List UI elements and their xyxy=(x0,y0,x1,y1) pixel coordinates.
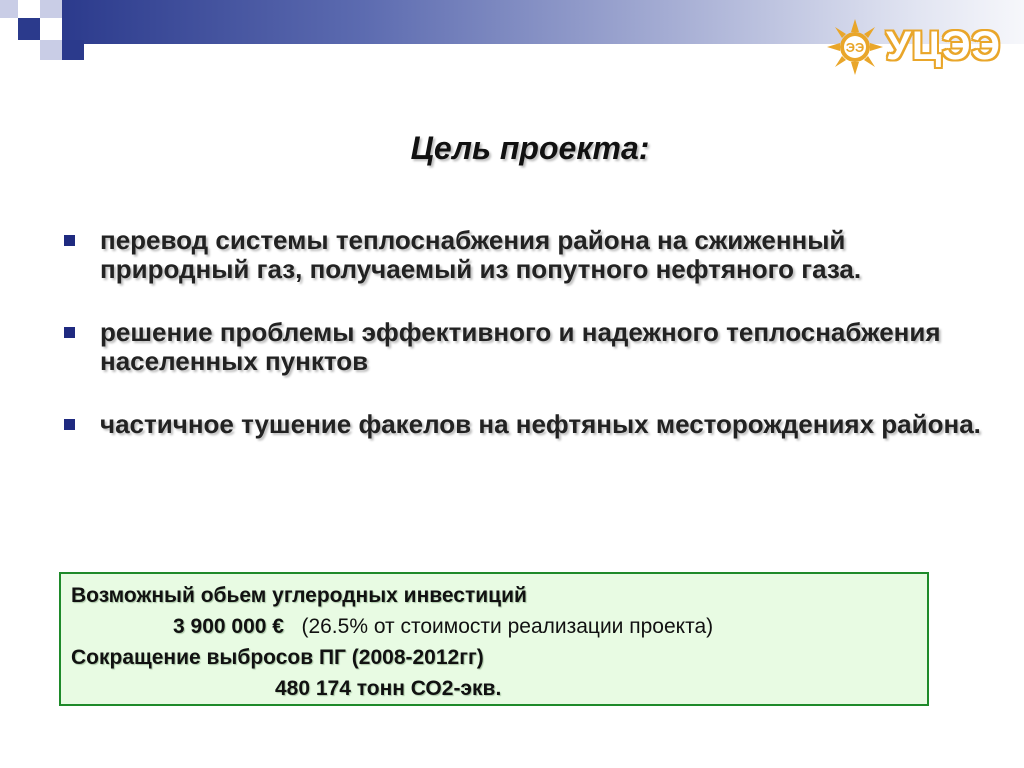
investment-heading: Возможный обьем углеродных инвестиций xyxy=(71,584,527,607)
investment-amount-line xyxy=(71,611,917,642)
logo-text: УЦЭЭ xyxy=(886,24,1002,68)
header-square xyxy=(40,18,62,40)
bullet-text: частичное тушение факелов на нефтяных месторождениях района. xyxy=(100,409,981,439)
svg-text:ЭЭ: ЭЭ xyxy=(845,40,865,55)
header-square xyxy=(40,0,62,18)
header-square xyxy=(0,18,18,40)
bullet-item xyxy=(62,226,982,284)
header-square xyxy=(62,40,84,60)
header-square xyxy=(18,18,40,40)
bullet-list xyxy=(62,226,982,473)
header-square xyxy=(40,40,62,60)
carbon-investment-box xyxy=(59,572,929,706)
bullet-square-icon xyxy=(64,419,75,430)
investment-amount-note: (26.5% от стоимости реализации проекта) xyxy=(301,615,714,638)
emission-reduction-value: 480 174 тонн СО2-экв. xyxy=(275,677,502,700)
emission-reduction-heading: Сокращение выбросов ПГ (2008-2012гг) xyxy=(71,646,484,669)
bullet-square-icon xyxy=(64,327,75,338)
bullet-text: решение проблемы эффективного и надежного теплоснабжения населенных пунктов xyxy=(100,317,941,376)
slide-title: Цель проекта: xyxy=(410,130,650,166)
header-square xyxy=(0,0,18,18)
bullet-text: перевод системы теплоснабжения района на сжиженный природный газ, получаемый из попутного нефтяного газа. xyxy=(100,225,862,284)
logo xyxy=(826,18,1006,76)
bullet-square-icon xyxy=(64,235,75,246)
bullet-item xyxy=(62,318,982,376)
sun-icon xyxy=(826,18,884,76)
bullet-item xyxy=(62,410,982,439)
header-square xyxy=(18,0,40,18)
investment-amount: 3 900 000 € xyxy=(173,615,284,638)
